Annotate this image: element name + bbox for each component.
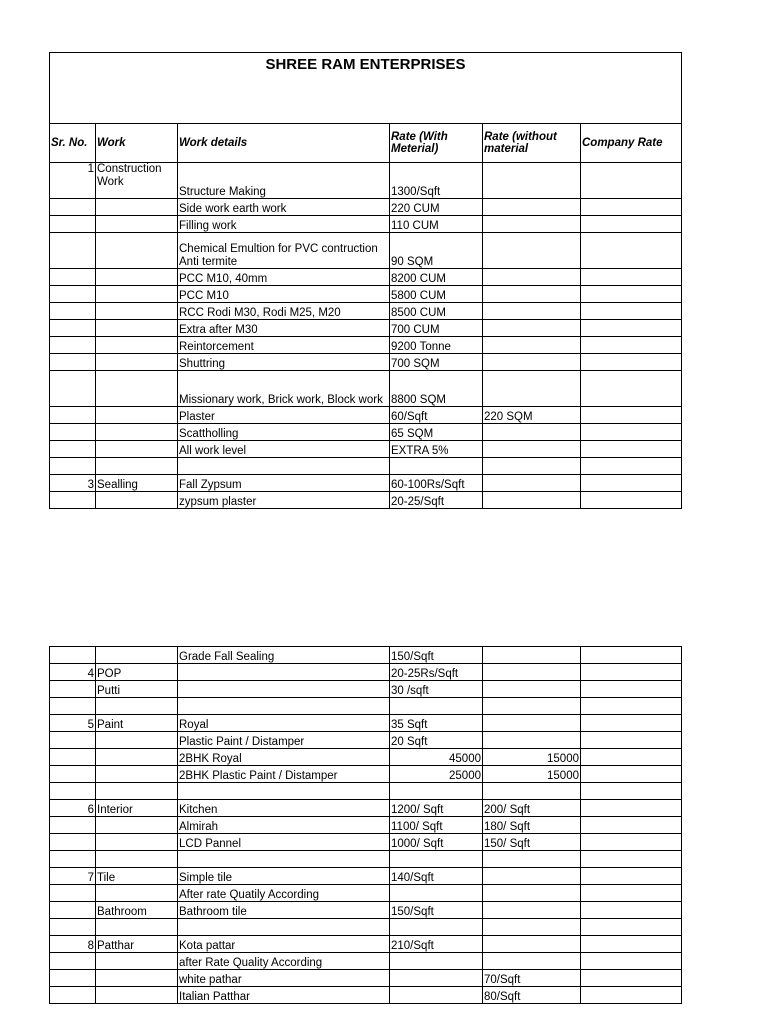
work-details-cell: Simple tile: [178, 868, 390, 885]
table-row: [50, 987, 682, 1004]
rate-cell: [390, 458, 483, 475]
rate-cell: 110 CUM: [390, 216, 483, 233]
table-row: [50, 233, 682, 269]
header-row: [50, 124, 682, 163]
table-row: [50, 303, 682, 320]
work-cell: [96, 337, 178, 354]
work-cell: [96, 303, 178, 320]
work-details-cell: 2BHK Plastic Paint / Distamper: [178, 766, 390, 783]
rate-cell: 80/Sqft: [483, 987, 581, 1004]
rate-cell: [581, 834, 682, 851]
rate-cell: [390, 885, 483, 902]
work-details-cell: Bathroom tile: [178, 902, 390, 919]
sr-no-cell: [50, 441, 96, 458]
table-row: [50, 681, 682, 698]
rate-cell: [483, 664, 581, 681]
rate-cell: [483, 424, 581, 441]
table-row: [50, 354, 682, 371]
work-cell: Tile: [96, 868, 178, 885]
sr-no-cell: [50, 817, 96, 834]
rate-cell: [581, 286, 682, 303]
rate-cell: [483, 199, 581, 216]
rate-cell: 700 CUM: [390, 320, 483, 337]
rate-cell: 15000: [483, 766, 581, 783]
work-details-cell: Kota pattar: [178, 936, 390, 953]
sr-no-cell: [50, 286, 96, 303]
rate-cell: [483, 902, 581, 919]
table-row: [50, 919, 682, 936]
work-details-cell: after Rate Quality According: [178, 953, 390, 970]
rate-cell: [483, 163, 581, 199]
rate-cell: [483, 783, 581, 800]
rate-cell: [581, 492, 682, 509]
rate-cell: 60/Sqft: [390, 407, 483, 424]
rate-cell: [581, 970, 682, 987]
table-row: [50, 286, 682, 303]
rate-cell: [483, 851, 581, 868]
work-details-cell: RCC Rodi M30, Rodi M25, M20: [178, 303, 390, 320]
work-cell: [96, 766, 178, 783]
rate-cell: [483, 286, 581, 303]
rate-cell: 140/Sqft: [390, 868, 483, 885]
work-details-cell: Royal: [178, 715, 390, 732]
table-row: [50, 970, 682, 987]
rate-cell: 25000: [390, 766, 483, 783]
work-cell: [96, 732, 178, 749]
work-cell: [96, 885, 178, 902]
work-details-cell: Extra after M30: [178, 320, 390, 337]
rate-cell: [483, 475, 581, 492]
work-cell: [96, 424, 178, 441]
rate-cell: [483, 715, 581, 732]
rate-cell: 35 Sqft: [390, 715, 483, 732]
work-details-cell: [178, 664, 390, 681]
work-cell: Sealling: [96, 475, 178, 492]
table-row: [50, 868, 682, 885]
work-cell: [96, 987, 178, 1004]
rate-cell: [483, 337, 581, 354]
work-cell: [96, 492, 178, 509]
sr-no-cell: [50, 749, 96, 766]
table-row: [50, 492, 682, 509]
table-row: [50, 407, 682, 424]
rate-cell: [581, 216, 682, 233]
rate-cell: 9200 Tonne: [390, 337, 483, 354]
rate-cell: [581, 458, 682, 475]
work-details-cell: PCC M10: [178, 286, 390, 303]
rate-cell: [581, 424, 682, 441]
rate-cell: [581, 698, 682, 715]
rate-cell: [581, 407, 682, 424]
rate-cell: 210/Sqft: [390, 936, 483, 953]
work-cell: [96, 783, 178, 800]
rate-cell: [581, 885, 682, 902]
work-cell: [96, 647, 178, 664]
header-cell: Sr. No.: [50, 124, 96, 163]
work-details-cell: Fall Zypsum: [178, 475, 390, 492]
rate-cell: [581, 817, 682, 834]
work-details-cell: Missionary work, Brick work, Block work: [178, 371, 390, 407]
sr-no-cell: [50, 970, 96, 987]
work-cell: Paint: [96, 715, 178, 732]
sr-no-cell: [50, 987, 96, 1004]
work-details-cell: All work level: [178, 441, 390, 458]
rate-cell: [581, 664, 682, 681]
rate-cell: [483, 681, 581, 698]
work-details-cell: Plaster: [178, 407, 390, 424]
sr-no-cell: [50, 199, 96, 216]
sr-no-cell: 4: [50, 664, 96, 681]
work-details-cell: Side work earth work: [178, 199, 390, 216]
rate-cell: [581, 233, 682, 269]
table-row: [50, 216, 682, 233]
rate-cell: 30 /sqft: [390, 681, 483, 698]
sr-no-cell: [50, 681, 96, 698]
rate-cell: [483, 732, 581, 749]
rate-cell: [581, 371, 682, 407]
rate-cell: 220 SQM: [483, 407, 581, 424]
table-row: [50, 320, 682, 337]
work-details-cell: PCC M10, 40mm: [178, 269, 390, 286]
work-cell: [96, 953, 178, 970]
work-details-cell: [178, 681, 390, 698]
table-row: [50, 851, 682, 868]
rate-cell: [390, 919, 483, 936]
rate-table-top: [49, 52, 682, 509]
rate-cell: [581, 354, 682, 371]
work-cell: [96, 817, 178, 834]
rate-cell: [390, 987, 483, 1004]
work-details-cell: Kitchen: [178, 800, 390, 817]
rate-cell: [581, 953, 682, 970]
rate-cell: 65 SQM: [390, 424, 483, 441]
work-details-cell: [178, 698, 390, 715]
rate-cell: 20-25Rs/Sqft: [390, 664, 483, 681]
sr-no-cell: [50, 407, 96, 424]
table-row: [50, 269, 682, 286]
rate-cell: [390, 953, 483, 970]
rate-cell: [581, 749, 682, 766]
sr-no-cell: [50, 902, 96, 919]
rate-cell: 20 Sqft: [390, 732, 483, 749]
rate-cell: [483, 320, 581, 337]
work-details-cell: [178, 919, 390, 936]
rate-cell: 45000: [390, 749, 483, 766]
table-row: [50, 834, 682, 851]
rate-cell: 1000/ Sqft: [390, 834, 483, 851]
work-cell: [96, 320, 178, 337]
sr-no-cell: [50, 953, 96, 970]
rate-cell: [483, 233, 581, 269]
work-cell: [96, 749, 178, 766]
rate-cell: 70/Sqft: [483, 970, 581, 987]
rate-cell: 90 SQM: [390, 233, 483, 269]
rate-cell: 220 CUM: [390, 199, 483, 216]
sr-no-cell: 3: [50, 475, 96, 492]
sr-no-cell: [50, 885, 96, 902]
work-details-cell: Scattholling: [178, 424, 390, 441]
rate-cell: [483, 919, 581, 936]
rate-cell: [581, 800, 682, 817]
rate-cell: [581, 902, 682, 919]
sr-no-cell: [50, 698, 96, 715]
sr-no-cell: [50, 233, 96, 269]
sr-no-cell: [50, 424, 96, 441]
work-cell: [96, 371, 178, 407]
rate-cell: [581, 715, 682, 732]
work-details-cell: Filling work: [178, 216, 390, 233]
work-details-cell: [178, 458, 390, 475]
work-cell: [96, 441, 178, 458]
table-row: [50, 766, 682, 783]
rate-cell: [581, 919, 682, 936]
rate-cell: [581, 783, 682, 800]
work-cell: [96, 851, 178, 868]
header-cell: Work details: [178, 124, 390, 163]
work-cell: [96, 199, 178, 216]
rate-cell: EXTRA 5%: [390, 441, 483, 458]
rate-cell: [581, 987, 682, 1004]
rate-cell: [390, 783, 483, 800]
rate-cell: 150/Sqft: [390, 902, 483, 919]
table-row: [50, 647, 682, 664]
rate-cell: 60-100Rs/Sqft: [390, 475, 483, 492]
table-row: [50, 953, 682, 970]
rate-table-bottom: [49, 646, 682, 1004]
rate-cell: [483, 868, 581, 885]
rate-cell: [483, 216, 581, 233]
sr-no-cell: [50, 337, 96, 354]
work-details-cell: Plastic Paint / Distamper: [178, 732, 390, 749]
rate-cell: [581, 766, 682, 783]
work-details-cell: Reintorcement: [178, 337, 390, 354]
work-details-cell: 2BHK Royal: [178, 749, 390, 766]
rate-cell: [483, 936, 581, 953]
sheet-title: SHREE RAM ENTERPRISES: [50, 53, 682, 124]
table-row: [50, 749, 682, 766]
work-details-cell: Grade Fall Sealing: [178, 647, 390, 664]
rate-cell: [483, 458, 581, 475]
sr-no-cell: [50, 834, 96, 851]
rate-cell: 200/ Sqft: [483, 800, 581, 817]
rate-cell: [483, 953, 581, 970]
work-details-cell: Structure Making: [178, 163, 390, 199]
sr-no-cell: [50, 371, 96, 407]
rate-cell: [483, 885, 581, 902]
rate-cell: [581, 320, 682, 337]
work-details-cell: white pathar: [178, 970, 390, 987]
rate-cell: 8800 SQM: [390, 371, 483, 407]
work-cell: [96, 216, 178, 233]
rate-cell: 150/Sqft: [390, 647, 483, 664]
table-row: [50, 817, 682, 834]
rate-cell: [483, 303, 581, 320]
work-details-cell: [178, 851, 390, 868]
work-cell: [96, 407, 178, 424]
rate-cell: [581, 647, 682, 664]
table-row: [50, 715, 682, 732]
table-row: [50, 936, 682, 953]
rate-cell: [390, 851, 483, 868]
sr-no-cell: [50, 492, 96, 509]
table-row: [50, 664, 682, 681]
rate-cell: [581, 199, 682, 216]
rate-cell: 1300/Sqft: [390, 163, 483, 199]
table-row: [50, 424, 682, 441]
header-cell: Company Rate: [581, 124, 682, 163]
header-cell: Work: [96, 124, 178, 163]
sr-no-cell: 8: [50, 936, 96, 953]
table-row: [50, 337, 682, 354]
rate-cell: [483, 269, 581, 286]
rate-cell: 8200 CUM: [390, 269, 483, 286]
sr-no-cell: [50, 732, 96, 749]
sr-no-cell: [50, 851, 96, 868]
work-cell: [96, 698, 178, 715]
table-row: [50, 441, 682, 458]
table-row: [50, 698, 682, 715]
rate-cell: [483, 698, 581, 715]
sr-no-cell: 1: [50, 163, 96, 199]
work-details-cell: Shuttring: [178, 354, 390, 371]
work-cell: [96, 458, 178, 475]
rate-cell: 1100/ Sqft: [390, 817, 483, 834]
table-row: [50, 163, 682, 199]
table-row: [50, 902, 682, 919]
work-cell: [96, 269, 178, 286]
sr-no-cell: [50, 458, 96, 475]
work-details-cell: [178, 783, 390, 800]
rate-cell: [581, 681, 682, 698]
rate-cell: [581, 441, 682, 458]
sr-no-cell: 5: [50, 715, 96, 732]
table-row: [50, 732, 682, 749]
work-details-cell: After rate Quatily According: [178, 885, 390, 902]
work-cell: Interior: [96, 800, 178, 817]
table-row: [50, 199, 682, 216]
sr-no-cell: 7: [50, 868, 96, 885]
sr-no-cell: 6: [50, 800, 96, 817]
work-cell: [96, 834, 178, 851]
table-row: [50, 458, 682, 475]
rate-cell: 180/ Sqft: [483, 817, 581, 834]
sr-no-cell: [50, 783, 96, 800]
rate-cell: 8500 CUM: [390, 303, 483, 320]
rate-cell: [581, 851, 682, 868]
rate-cell: [483, 371, 581, 407]
table-row: [50, 783, 682, 800]
work-details-cell: Italian Patthar: [178, 987, 390, 1004]
table-row: [50, 371, 682, 407]
rate-cell: [581, 337, 682, 354]
work-cell: Patthar: [96, 936, 178, 953]
work-cell: [96, 233, 178, 269]
sr-no-cell: [50, 216, 96, 233]
sr-no-cell: [50, 647, 96, 664]
header-cell: Rate (without material: [483, 124, 581, 163]
work-cell: Construction Work: [96, 163, 178, 199]
table-row: [50, 800, 682, 817]
rate-cell: 20-25/Sqft: [390, 492, 483, 509]
rate-cell: [483, 441, 581, 458]
work-details-cell: Almirah: [178, 817, 390, 834]
rate-cell: [483, 492, 581, 509]
sr-no-cell: [50, 354, 96, 371]
rate-cell: [581, 868, 682, 885]
rate-cell: [390, 698, 483, 715]
rate-cell: [483, 354, 581, 371]
work-cell: [96, 919, 178, 936]
sr-no-cell: [50, 919, 96, 936]
rate-cell: [581, 163, 682, 199]
table-row: [50, 885, 682, 902]
rate-cell: [581, 475, 682, 492]
work-cell: Bathroom: [96, 902, 178, 919]
work-details-cell: Chemical Emultion for PVC contruction Anti termite: [178, 233, 390, 269]
rate-cell: 150/ Sqft: [483, 834, 581, 851]
rate-cell: 5800 CUM: [390, 286, 483, 303]
rate-cell: [581, 303, 682, 320]
work-details-cell: LCD Pannel: [178, 834, 390, 851]
header-cell: Rate (With Meterial): [390, 124, 483, 163]
rate-cell: [581, 732, 682, 749]
rate-cell: [581, 269, 682, 286]
sr-no-cell: [50, 320, 96, 337]
sr-no-cell: [50, 269, 96, 286]
work-cell: POP: [96, 664, 178, 681]
rate-cell: 15000: [483, 749, 581, 766]
sr-no-cell: [50, 766, 96, 783]
work-details-cell: zypsum plaster: [178, 492, 390, 509]
rate-cell: 700 SQM: [390, 354, 483, 371]
sr-no-cell: [50, 303, 96, 320]
work-cell: Putti: [96, 681, 178, 698]
rate-cell: [483, 647, 581, 664]
rate-cell: [390, 970, 483, 987]
work-cell: [96, 354, 178, 371]
rate-cell: 1200/ Sqft: [390, 800, 483, 817]
work-cell: [96, 286, 178, 303]
rate-cell: [581, 936, 682, 953]
table-row: [50, 475, 682, 492]
work-cell: [96, 970, 178, 987]
